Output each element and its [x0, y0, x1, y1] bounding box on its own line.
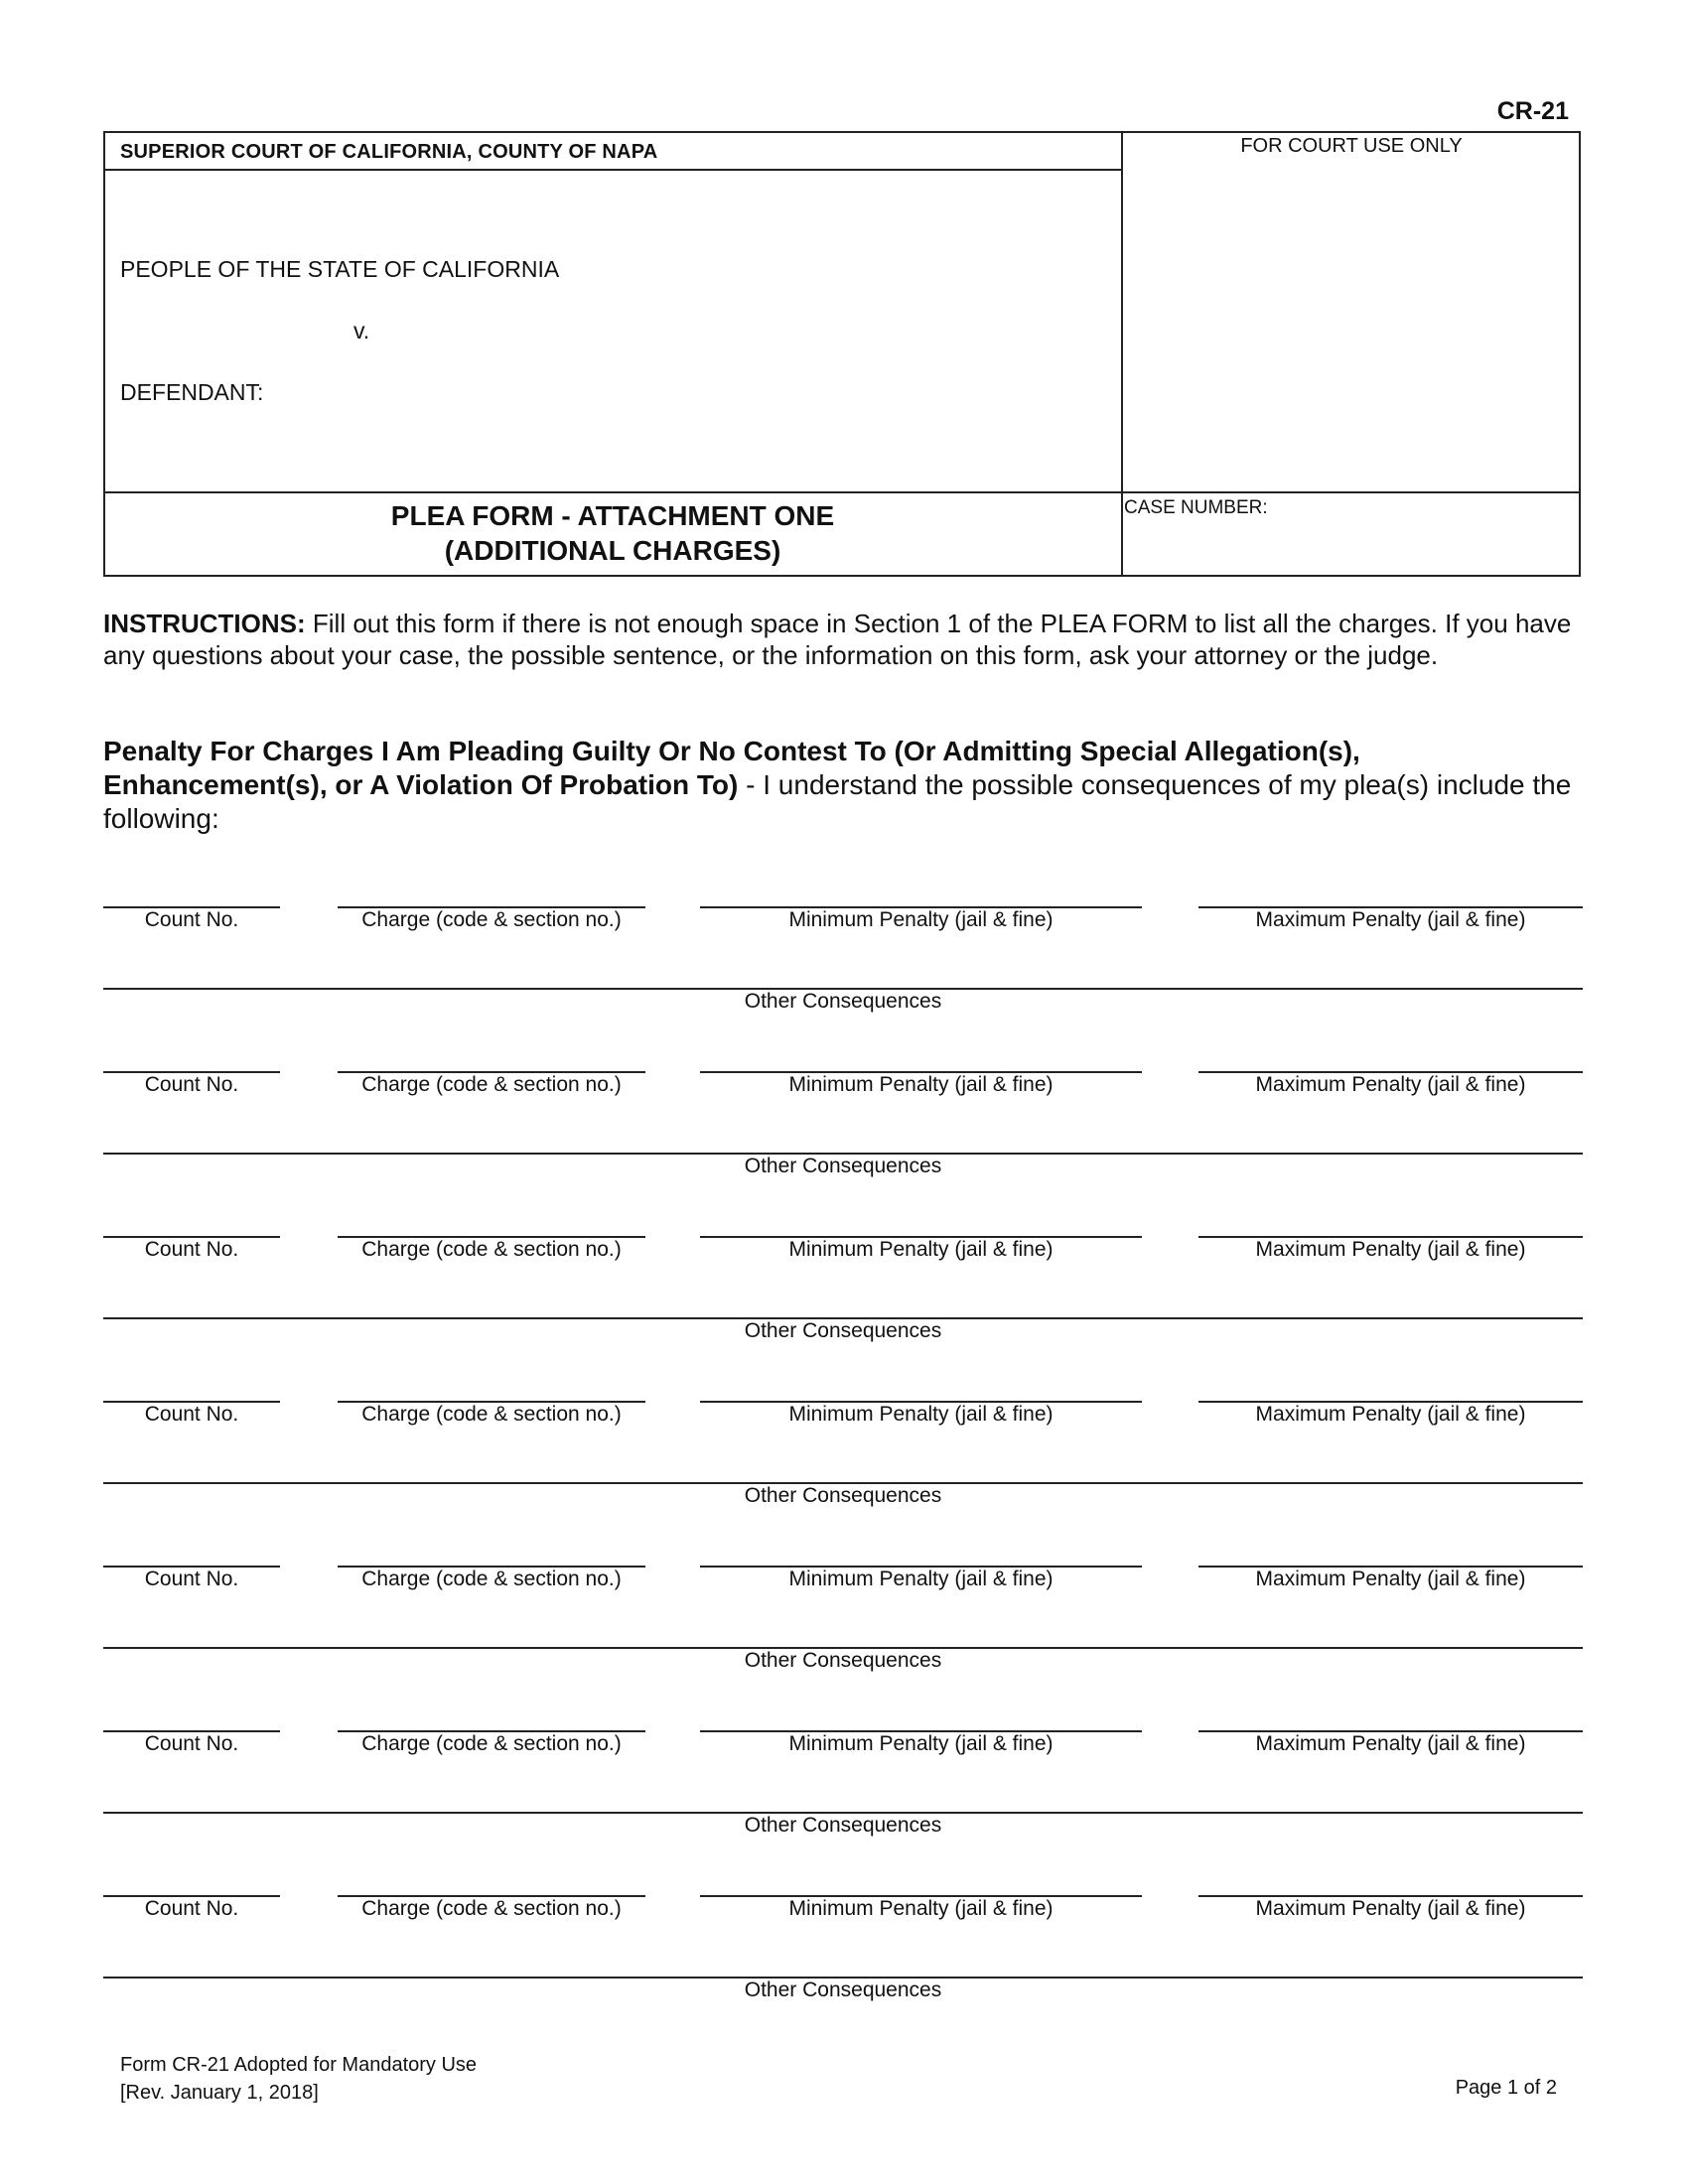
charge-label: Charge (code & section no.)	[361, 1403, 622, 1426]
charge-label: Charge (code & section no.)	[361, 1073, 622, 1096]
maximum-penalty-label: Maximum Penalty (jail & fine)	[1255, 1897, 1526, 1920]
maximum-penalty-label: Maximum Penalty (jail & fine)	[1255, 1568, 1526, 1590]
maximum-penalty-label: Maximum Penalty (jail & fine)	[1255, 1073, 1526, 1096]
defendant-field[interactable]: DEFENDANT:	[120, 379, 264, 405]
minimum-penalty-label: Minimum Penalty (jail & fine)	[788, 1568, 1054, 1590]
penalty-text: - I understand the possible consequences of my plea(s) include the following:	[103, 769, 1572, 834]
form-title-line2: (ADDITIONAL CHARGES)	[444, 535, 781, 566]
minimum-penalty-label: Minimum Penalty (jail & fine)	[788, 1732, 1054, 1755]
court-name: SUPERIOR COURT OF CALIFORNIA, COUNTY OF NAPA	[120, 141, 658, 163]
maximum-penalty-label: Maximum Penalty (jail & fine)	[1255, 908, 1526, 931]
form-title-line1: PLEA FORM - ATTACHMENT ONE	[390, 500, 835, 531]
count-no-label: Count No.	[144, 1897, 239, 1920]
other-consequences-label: Other Consequences	[744, 1979, 942, 2001]
instructions-heading: INSTRUCTIONS:	[103, 609, 306, 638]
count-no-label: Count No.	[144, 1403, 239, 1426]
other-consequences-label: Other Consequences	[744, 1649, 942, 1672]
charge-label: Charge (code & section no.)	[361, 1568, 622, 1590]
case-number-field[interactable]: CASE NUMBER:	[1124, 497, 1268, 518]
footer-line1: Form CR-21 Adopted for Mandatory Use	[120, 2054, 478, 2076]
count-no-label: Count No.	[144, 1568, 239, 1590]
maximum-penalty-label: Maximum Penalty (jail & fine)	[1255, 1732, 1526, 1755]
count-no-label: Count No.	[144, 1073, 239, 1096]
count-no-label: Count No.	[144, 1238, 239, 1261]
maximum-penalty-label: Maximum Penalty (jail & fine)	[1255, 1238, 1526, 1261]
minimum-penalty-label: Minimum Penalty (jail & fine)	[788, 908, 1054, 931]
count-no-label: Count No.	[144, 908, 239, 931]
form-number: CR-21	[1496, 97, 1569, 125]
charge-label: Charge (code & section no.)	[361, 1238, 622, 1261]
charge-label: Charge (code & section no.)	[361, 908, 622, 931]
other-consequences-label: Other Consequences	[744, 990, 942, 1013]
other-consequences-label: Other Consequences	[744, 1319, 942, 1342]
versus-label: v.	[353, 318, 370, 343]
instructions-text: Fill out this form if there is not enough space in Section 1 of the PLEA FORM to list all the charges. If you have any questions about your case, the possible sentence, or the information on this form, ask your attorney or the judge.	[103, 609, 1572, 670]
court-use-only-label: FOR COURT USE ONLY	[1240, 135, 1463, 157]
maximum-penalty-label: Maximum Penalty (jail & fine)	[1255, 1403, 1526, 1426]
minimum-penalty-label: Minimum Penalty (jail & fine)	[788, 1897, 1054, 1920]
charge-label: Charge (code & section no.)	[361, 1732, 622, 1755]
people-label: PEOPLE OF THE STATE OF CALIFORNIA	[120, 256, 560, 282]
minimum-penalty-label: Minimum Penalty (jail & fine)	[788, 1073, 1054, 1096]
footer-line2: [Rev. January 1, 2018]	[120, 2082, 319, 2104]
footer-form-info	[120, 2051, 477, 2107]
other-consequences-label: Other Consequences	[744, 1484, 942, 1507]
other-consequences-label: Other Consequences	[744, 1814, 942, 1837]
other-consequences-label: Other Consequences	[744, 1155, 942, 1177]
minimum-penalty-label: Minimum Penalty (jail & fine)	[788, 1403, 1054, 1426]
charge-label: Charge (code & section no.)	[361, 1897, 622, 1920]
penalty-heading: Penalty For Charges I Am Pleading Guilty Or No Contest To (Or Admitting Special Allegation(s), Enhancement(s), or A Violation Of Probation To)	[103, 736, 1360, 800]
count-no-label: Count No.	[144, 1732, 239, 1755]
minimum-penalty-label: Minimum Penalty (jail & fine)	[788, 1238, 1054, 1261]
page-number: Page 1 of 2	[1455, 2077, 1557, 2099]
